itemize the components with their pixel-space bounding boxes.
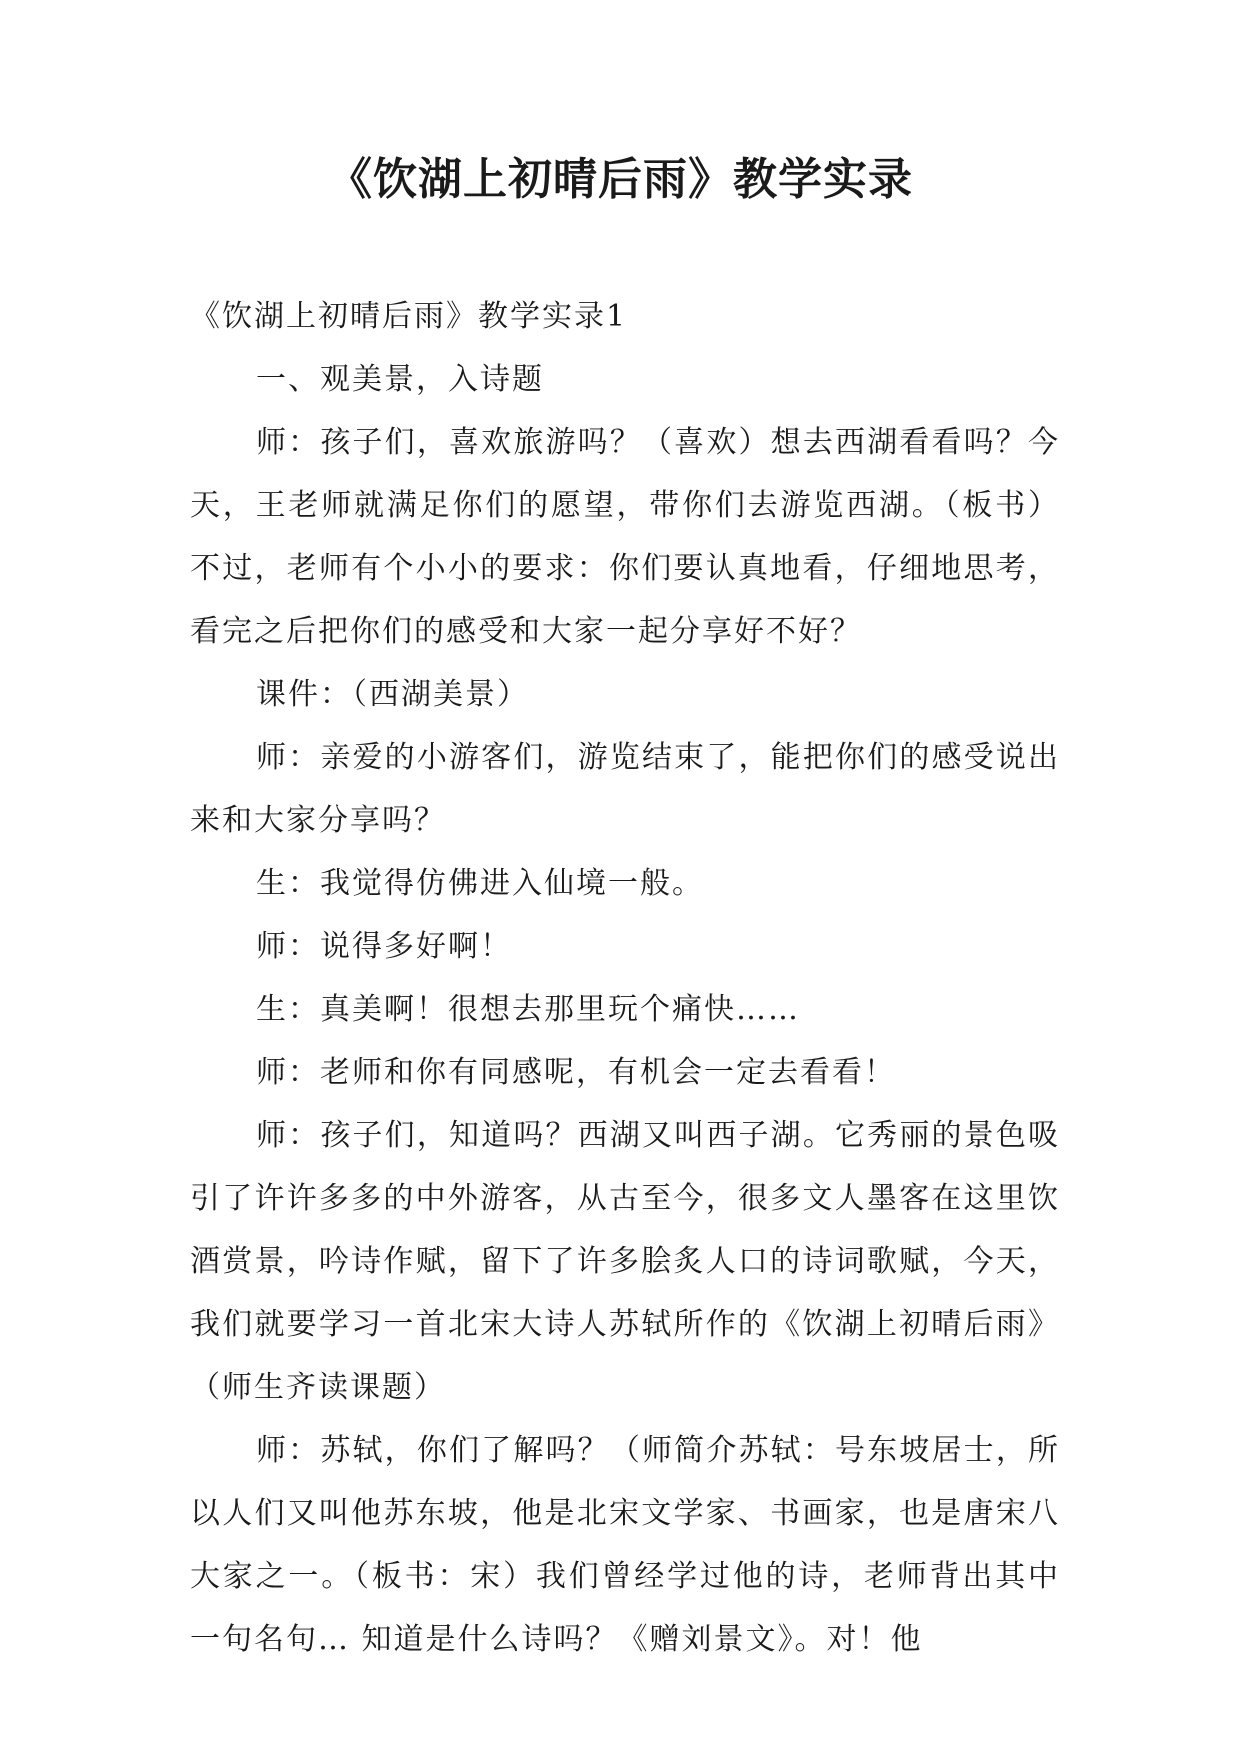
- paragraph: 师：亲爱的小游客们，游览结束了，能把你们的感受说出来和大家分享吗？: [190, 740, 1060, 838]
- section-heading: 《饮湖上初晴后雨》教学实录1: [190, 299, 628, 334]
- paragraph: 课件：（西湖美景）: [256, 677, 529, 712]
- paragraph: 师：老师和你有同感呢，有机会一定去看看！: [256, 1055, 896, 1090]
- paragraph: 生：真美啊！很想去那里玩个痛快……: [256, 992, 800, 1027]
- paragraph: 师：孩子们，喜欢旅游吗？（喜欢）想去西湖看看吗？今天，王老师就满足你们的愿望，带你们去游览西湖。（板书）不过，老师有个小小的要求：你们要认真地看，仔细地思考，看完之后把你们的感受和大家一起分享好不好？: [190, 425, 1060, 649]
- paragraph: 生：我觉得仿佛进入仙境一般。: [256, 866, 704, 901]
- paragraph: 师：说得多好啊！: [256, 929, 512, 964]
- document-body: [190, 285, 1060, 1671]
- paragraph: 师：孩子们，知道吗？西湖又叫西子湖。它秀丽的景色吸引了许许多多的中外游客，从古至今，很多文人墨客在这里饮酒赏景，吟诗作赋，留下了许多脍炙人口的诗词歌赋，今天，我们就要学习一首北宋大诗人苏轼所作的《饮湖上初晴后雨》（师生齐读课题）: [190, 1118, 1060, 1405]
- paragraph: 一、观美景，入诗题: [256, 362, 544, 397]
- document-title: 《饮湖上初晴后雨》教学实录: [328, 154, 913, 205]
- paragraph: 师：苏轼，你们了解吗？（师简介苏轼：号东坡居士，所以人们又叫他苏东坡，他是北宋文学家、书画家，也是唐宋八大家之一。（板书：宋）我们曾经学过他的诗，老师背出其中一句名句… 知道是什么诗吗？《赠刘景文》。对！他: [190, 1433, 1060, 1657]
